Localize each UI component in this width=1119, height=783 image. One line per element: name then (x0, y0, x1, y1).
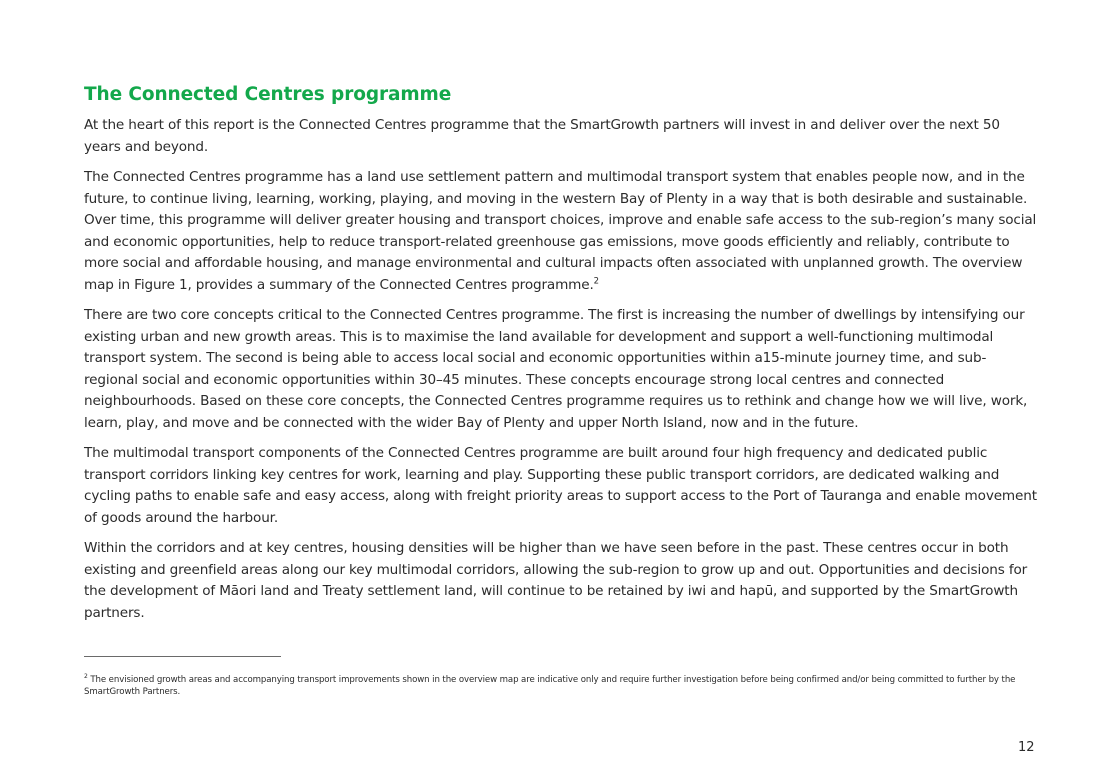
paragraph-programme-overview (84, 167, 1039, 296)
paragraph-text: Within the corridors and at key centres, housing densities will be higher than we have seen before in the past. These centres occur in both existing and greenfield areas along our key multimodal corridors, allowing the sub-region to grow up and out. Opportunities and decisions for the development of Māori land and Treaty settlement land, will continue to be retained by iwi and hapū, and supported by the SmartGrowth partners. (84, 540, 1028, 621)
section-title: The Connected Centres programme (84, 84, 452, 105)
paragraph-intro (84, 115, 1039, 158)
footnote (84, 675, 1039, 698)
footnote-reference[interactable]: 2 (593, 275, 599, 286)
document-body (84, 84, 1039, 633)
footnote-divider (84, 656, 281, 657)
page-number: 12 (1018, 740, 1035, 755)
paragraph-housing-densities (84, 538, 1039, 624)
footnote-text: The envisioned growth areas and accompanying transport improvements shown in the overview map are indicative only and require further investigation before being confirmed and/or being committed to further by the SmartGrowth Partners. (84, 675, 1016, 697)
footnote-marker: 2 (84, 673, 88, 681)
paragraph-text: At the heart of this report is the Connected Centres programme that the SmartGrowth partners will invest in and deliver over the next 50 years and beyond. (84, 117, 1000, 155)
paragraph-transport-components (84, 443, 1039, 529)
paragraph-text: There are two core concepts critical to the Connected Centres programme. The first is increasing the number of dwellings by intensifying our existing urban and new growth areas. This is to maximise the land available for development and support a well-functioning multimodal transport system. The second is being able to access local social and economic opportunities within a15-minute journey time, and sub-regional social and economic opportunities within 30–45 minutes. These concepts encourage strong local centres and connected neighbourhoods. Based on these core concepts, the Connected Centres programme requires us to rethink and change how we will live, work, learn, play, and move and be connected with the wider Bay of Plenty and upper North Island, now and in the future. (84, 307, 1028, 431)
paragraph-core-concepts (84, 305, 1039, 434)
paragraph-text: The multimodal transport components of the Connected Centres programme are built around four high frequency and dedicated public transport corridors linking key centres for work, learning and play. Supporting these public transport corridors, are dedicated walking and cycling paths to enable safe and easy access, along with freight priority areas to support access to the Port of Tauranga and enable movement of goods around the harbour. (84, 445, 1037, 526)
paragraph-text: The Connected Centres programme has a land use settlement pattern and multimodal transport system that enables people now, and in the future, to continue living, learning, working, playing, and moving in the western Bay of Plenty in a way that is both desirable and sustainable. Over time, this programme will deliver greater housing and transport choices, improve and enable safe access to the sub-region’s many social and economic opportunities, help to reduce transport-related greenhouse gas emissions, move goods efficiently and reliably, contribute to more social and affordable housing, and manage environmental and cultural impacts often associated with unplanned growth. The overview map in Figure 1, provides a summary of the Connected Centres programme. (84, 169, 1037, 293)
